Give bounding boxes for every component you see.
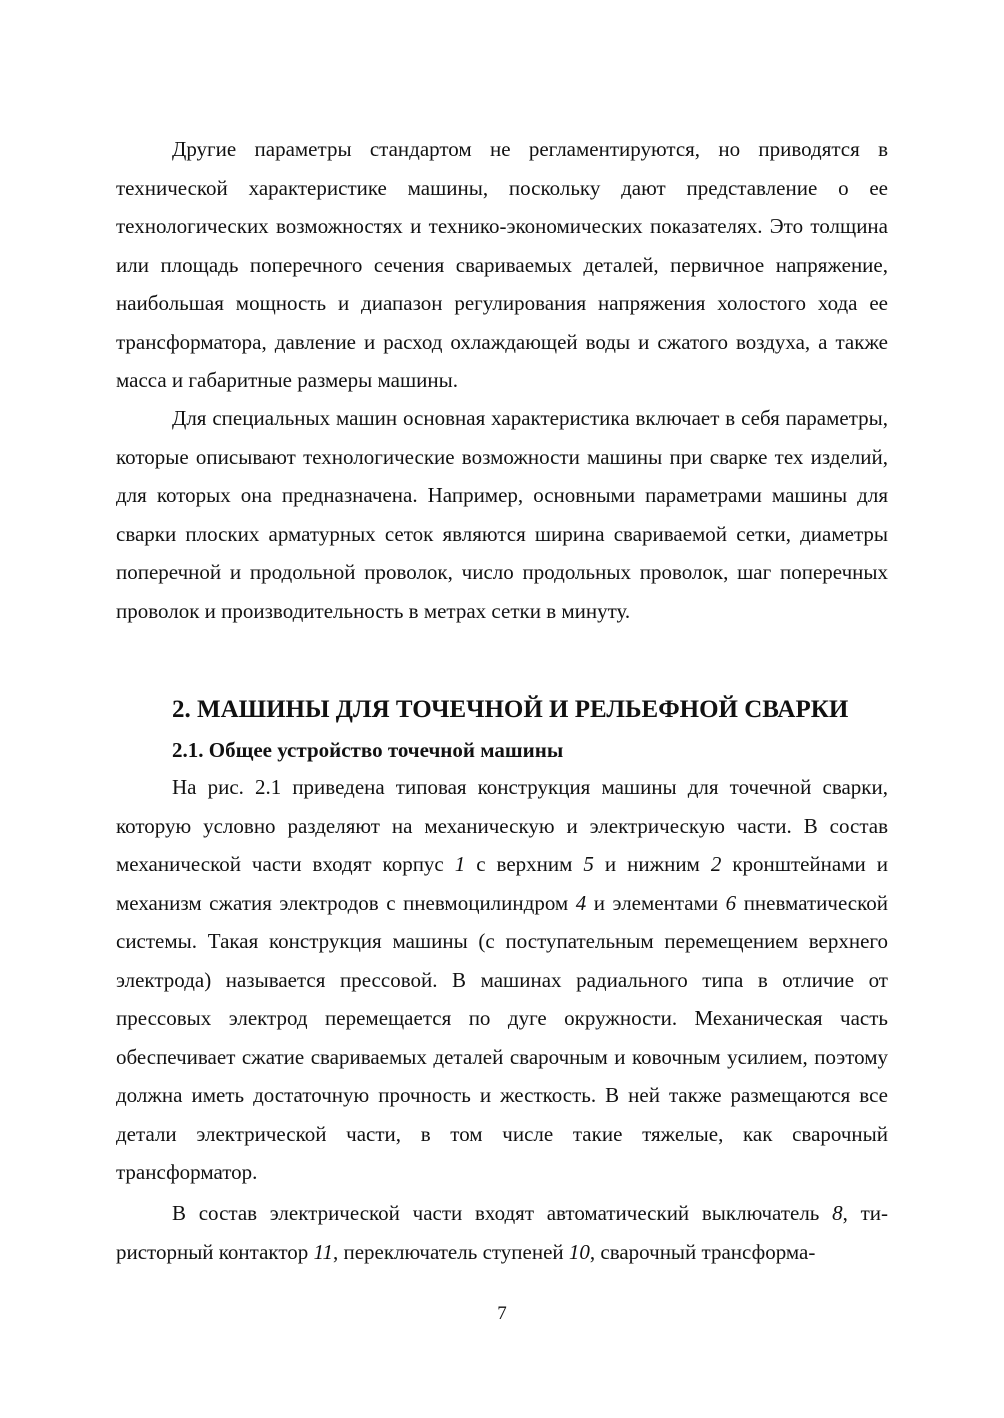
text-run: , тиристорный контактор (116, 1201, 888, 1264)
paragraph-text (116, 768, 888, 1192)
text-run: и элементами (586, 890, 726, 915)
paragraph-text: Для специальных машин основная характеристика включает в себя параметры, которые описывают технологические возможности машины при сварке тех изделий, для которых она предназначена. Например, основными параметрами машины для сварки плоских арматурных сеток являются ширина свариваемой сетки, диаметры поперечной и продольной проволок, число продольных проволок, шаг поперечных проволок и производительность в метрах сетки в минуту. (116, 406, 888, 623)
text-run: кронштейнами и механизм сжатия электродов с пневмоцилиндром (116, 852, 888, 915)
text-run: В состав электрической части входят автоматический выключатель (172, 1201, 833, 1225)
figure-reference: 10 (568, 1239, 590, 1264)
subsection-heading: 2.1. Общее устройство точечной машины (172, 738, 564, 762)
paragraph-text (116, 1194, 888, 1271)
text-run: с верхним (465, 852, 584, 876)
figure-reference: 4 (575, 890, 587, 915)
figure-reference: 6 (725, 890, 737, 915)
paragraph-electrical-part (116, 1194, 888, 1271)
text-run: , сварочный трансформа- (589, 1239, 816, 1264)
paragraph-other-parameters (116, 130, 888, 400)
figure-reference: 5 (583, 852, 594, 876)
figure-reference: 8 (832, 1201, 843, 1225)
text-run: , переключатель ступеней (332, 1239, 569, 1264)
figure-reference: 2 (710, 852, 722, 876)
figure-reference: 11 (313, 1239, 333, 1264)
text-run: и нижним (593, 852, 711, 876)
paragraph-text: Другие параметры стандартом не регламентируются, но приводятся в технической характеристике машины, поскольку дают представление о ее технологических возможностях и технико-экономических показателях. Это толщина или площадь поперечного сечения свариваемых деталей, первичное напряжение, наибольшая мощность и диапазон регулирования напряжения холостого хода ее трансформатора, давление и расход охлаждающей воды и сжатого воздуха, а также масса и габаритные размеры машины. (116, 137, 888, 392)
paragraph-special-machines (116, 399, 888, 630)
text-run: пневматической системы. Такая конструкция машины (с поступательным перемещением верхнего электрода) называется прессовой. В машинах радиального типа в отличие от прессовых электрод перемещается по дуге окружности. Механическая часть обеспечивает сжатие свариваемых деталей сварочным и ковочным усилием, поэтому должна иметь достаточную прочность и жесткость. В ней также размещаются все детали электрической части, в том числе такие тяжелые, как сварочный трансформатор. (116, 890, 888, 1184)
section-heading: 2. МАШИНЫ ДЛЯ ТОЧЕЧНОЙ И РЕЛЬЕФНОЙ СВАРКИ (172, 696, 849, 723)
paragraph-spot-machine-design (116, 768, 888, 1192)
figure-reference: 1 (454, 852, 466, 876)
page-number: 7 (497, 1303, 507, 1324)
text-run: На рис. 2.1 приведена типовая конструкция машины для точечной сварки, которую условно разделяют на механическую и электрическую части. В состав механической части входят корпус (116, 775, 888, 876)
